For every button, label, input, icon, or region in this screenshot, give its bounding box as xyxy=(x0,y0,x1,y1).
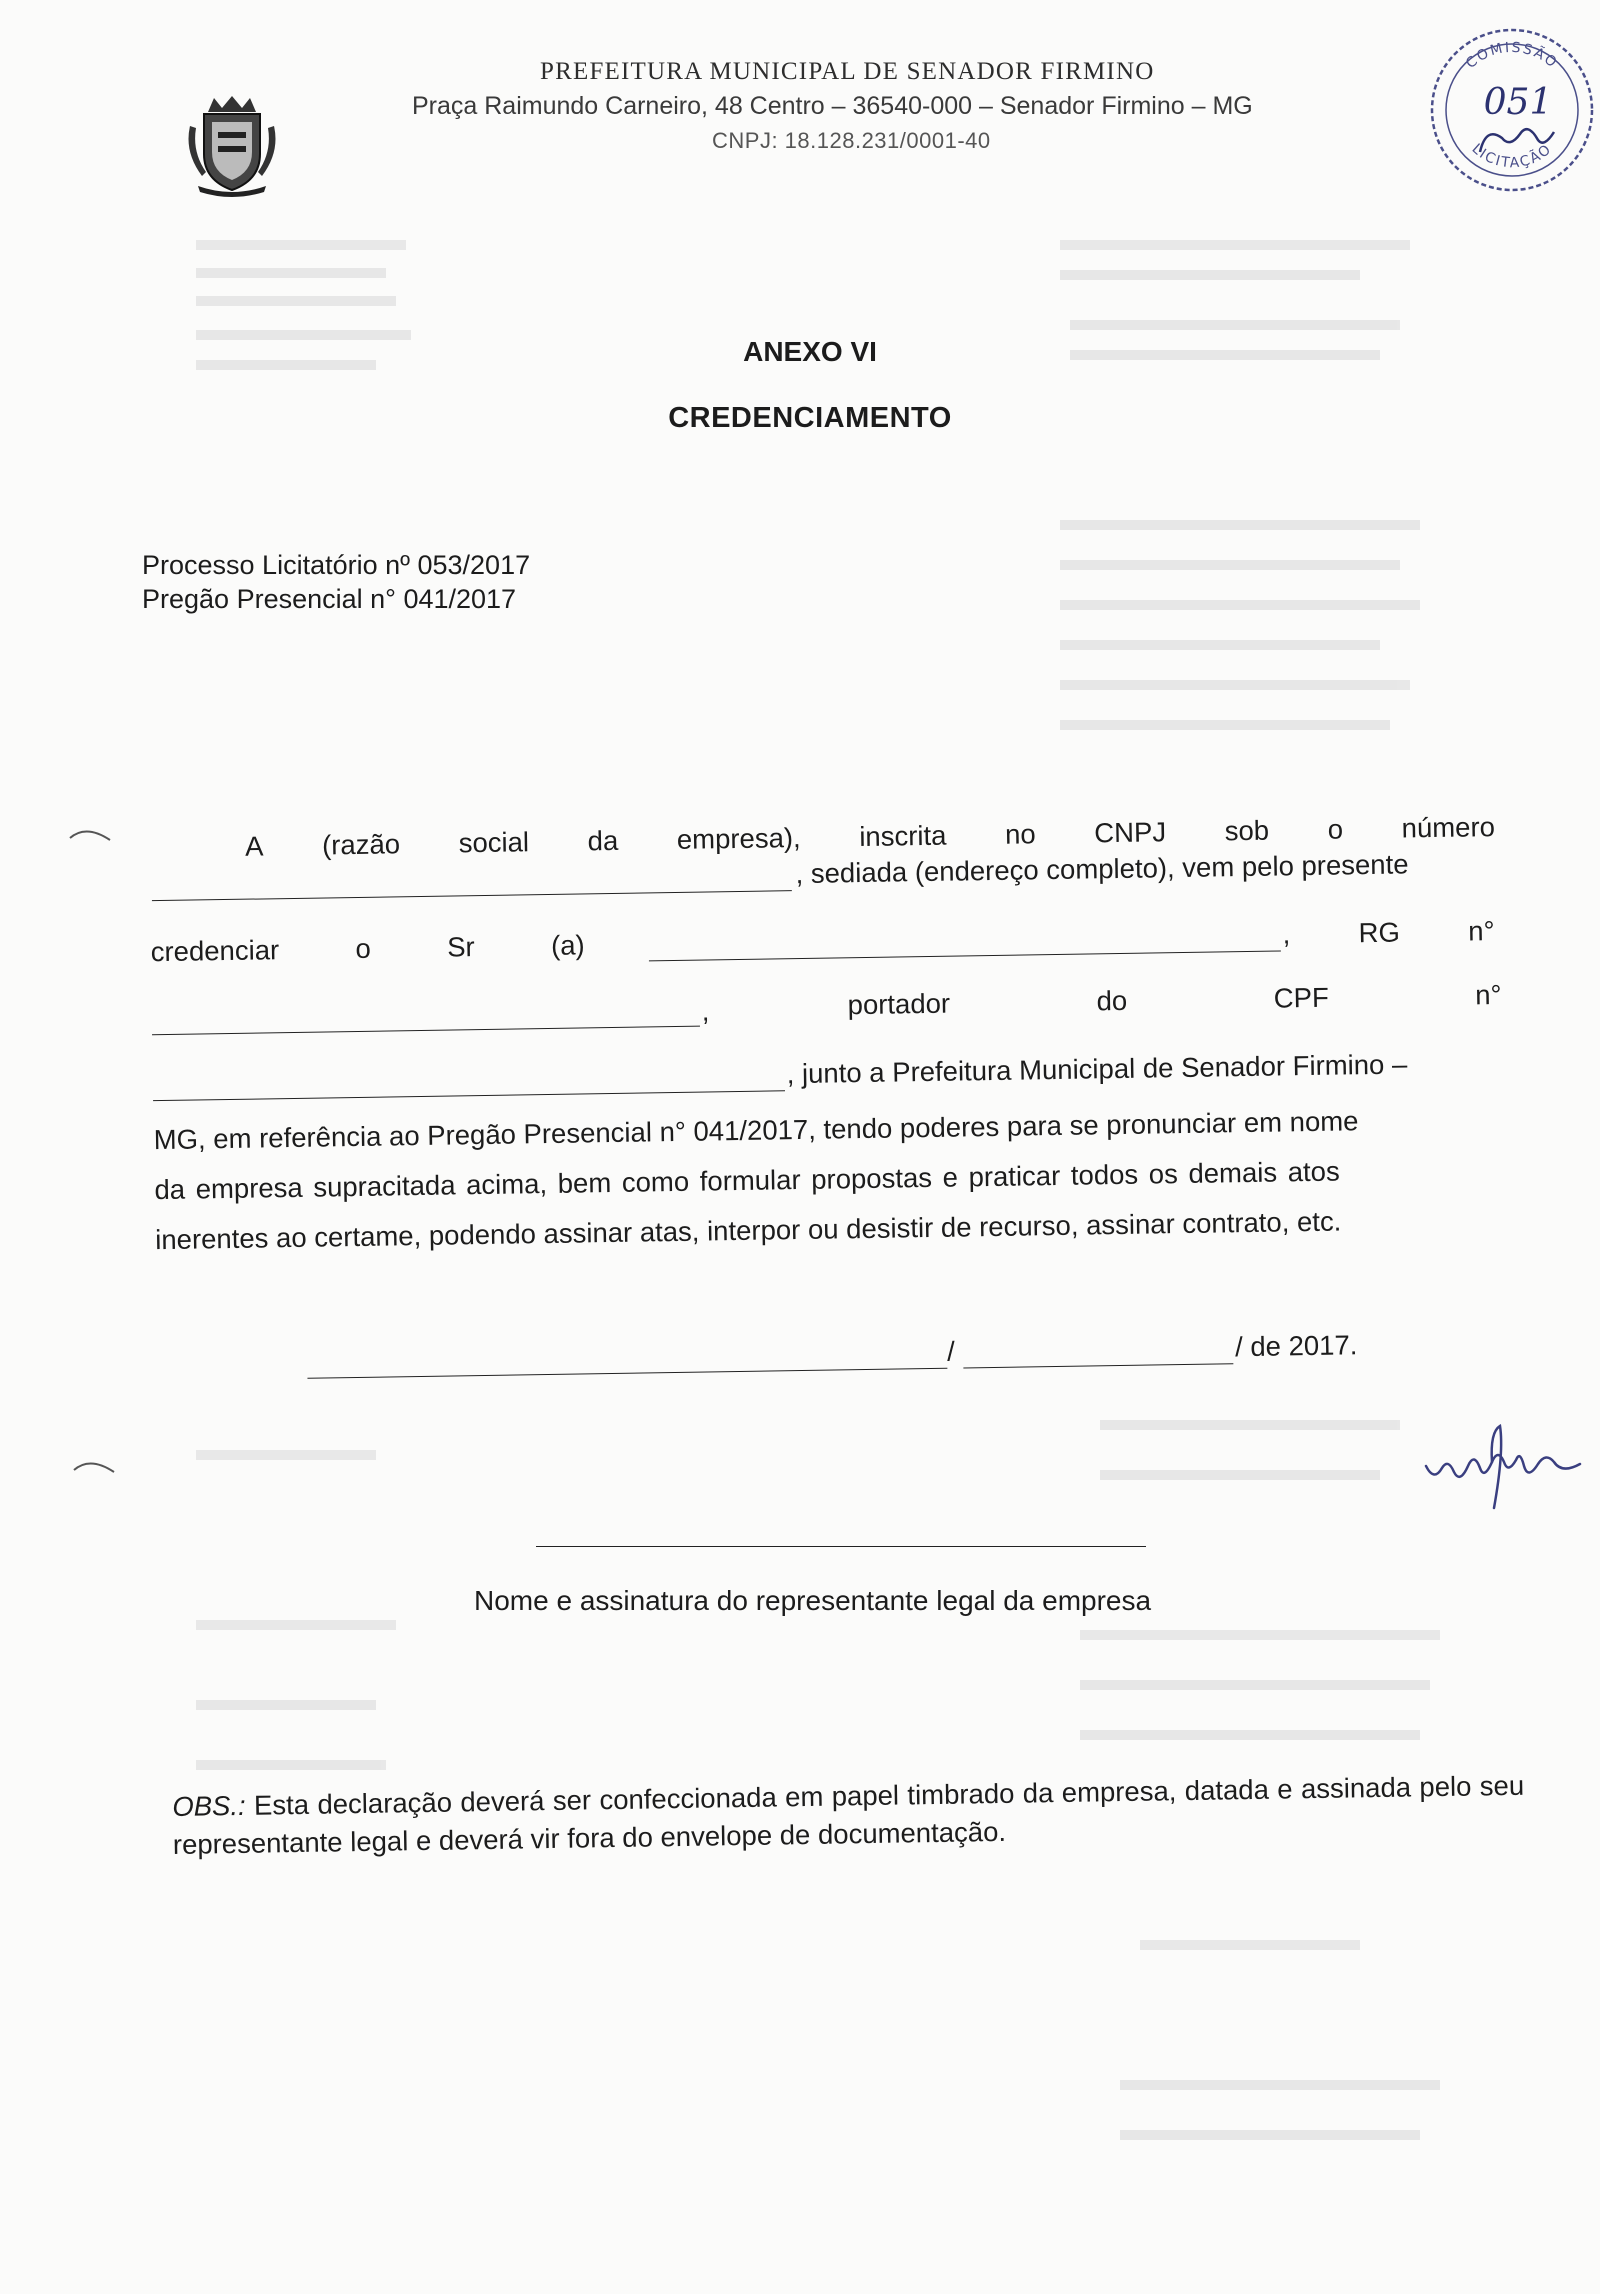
body-word: (a) xyxy=(550,929,585,961)
body-word: o xyxy=(1327,813,1344,845)
body-line-8: inerentes ao certame, podendo assinar atas, interpor ou desistir de recurso, assinar contrato, etc. xyxy=(155,1205,1342,1256)
body-line-7: da empresa supracitada acima, bem como formular propostas e praticar todos os demais atos xyxy=(154,1155,1340,1206)
signature-line xyxy=(536,1546,1146,1547)
signature-label: Nome e assinatura do representante legal da empresa xyxy=(474,1585,1152,1616)
date-month-blank xyxy=(963,1363,1233,1368)
body-word: CNPJ xyxy=(1094,816,1167,849)
cpf-blank xyxy=(153,1090,785,1101)
body-word: RG xyxy=(1358,916,1401,949)
document-subtitle: CREDENCIAMENTO xyxy=(668,402,952,434)
body-line-6: MG, em referência ao Pregão Presencial n° 041/2017, tendo poderes para se pronunciar em nome xyxy=(153,1105,1359,1156)
body-word: n° xyxy=(1468,915,1495,947)
process-number: Processo Licitatório nº 053/2017 xyxy=(142,550,531,580)
institution-cnpj: CNPJ: 18.128.231/0001-40 xyxy=(712,128,991,153)
stamp-bottom-text: LICITAÇÃO xyxy=(1468,140,1556,172)
body-line-2: , sediada (endereço completo), vem pelo presente xyxy=(795,848,1409,890)
body-word: no xyxy=(1004,818,1036,850)
body-word: portador xyxy=(847,987,951,1021)
body-word: credenciar xyxy=(150,934,280,968)
date-day-blank xyxy=(307,1368,947,1379)
obs-prefix: OBS.: xyxy=(172,1789,246,1822)
annex-title: ANEXO VI xyxy=(743,336,877,367)
rg-label xyxy=(1358,915,1494,949)
rg-blank xyxy=(152,1026,700,1036)
body-word: CPF xyxy=(1273,981,1329,1014)
stamp-top-text: COMISSÃO xyxy=(1463,39,1561,73)
auction-number: Pregão Presencial n° 041/2017 xyxy=(142,584,517,614)
comma: , xyxy=(701,995,710,1027)
date-separator: / xyxy=(946,1335,955,1367)
comma: , xyxy=(1282,918,1291,950)
institution-address: Praça Raimundo Carneiro, 48 Centro – 36540-000 – Senador Firmino – MG xyxy=(412,92,1253,120)
body-word: do xyxy=(1096,984,1128,1017)
institution-name: PREFEITURA MUNICIPAL DE SENADOR FIRMINO xyxy=(540,58,1155,85)
cnpj-blank xyxy=(152,890,792,901)
body-line-5: , junto a Prefeitura Municipal de Senador Firmino – xyxy=(786,1048,1408,1090)
body-line-3-start xyxy=(150,929,584,968)
body-word: empresa), xyxy=(676,821,801,855)
representative-name-blank xyxy=(649,950,1281,961)
stamp-number: 051 xyxy=(1483,82,1553,123)
body-word: n° xyxy=(1475,978,1502,1011)
body-word: o xyxy=(355,932,372,964)
body-word: sob xyxy=(1224,814,1270,847)
body-word: inscrita xyxy=(859,819,947,853)
body-word: número xyxy=(1401,811,1496,844)
body-word: A xyxy=(244,830,264,862)
body-word: da xyxy=(587,824,619,857)
obs-text: Esta declaração deverá ser confeccionada em papel timbrado da empresa, datada e assinada pelo seu representante legal e deverá vir fora do envelope de documentação. xyxy=(172,1769,1525,1860)
body-word: Sr xyxy=(446,931,475,963)
date-year: / de 2017. xyxy=(1234,1329,1358,1363)
body-word: (razão xyxy=(321,828,401,861)
body-word: social xyxy=(458,826,530,859)
cpf-label xyxy=(847,979,1501,1021)
handwritten-initials xyxy=(1420,1422,1590,1512)
